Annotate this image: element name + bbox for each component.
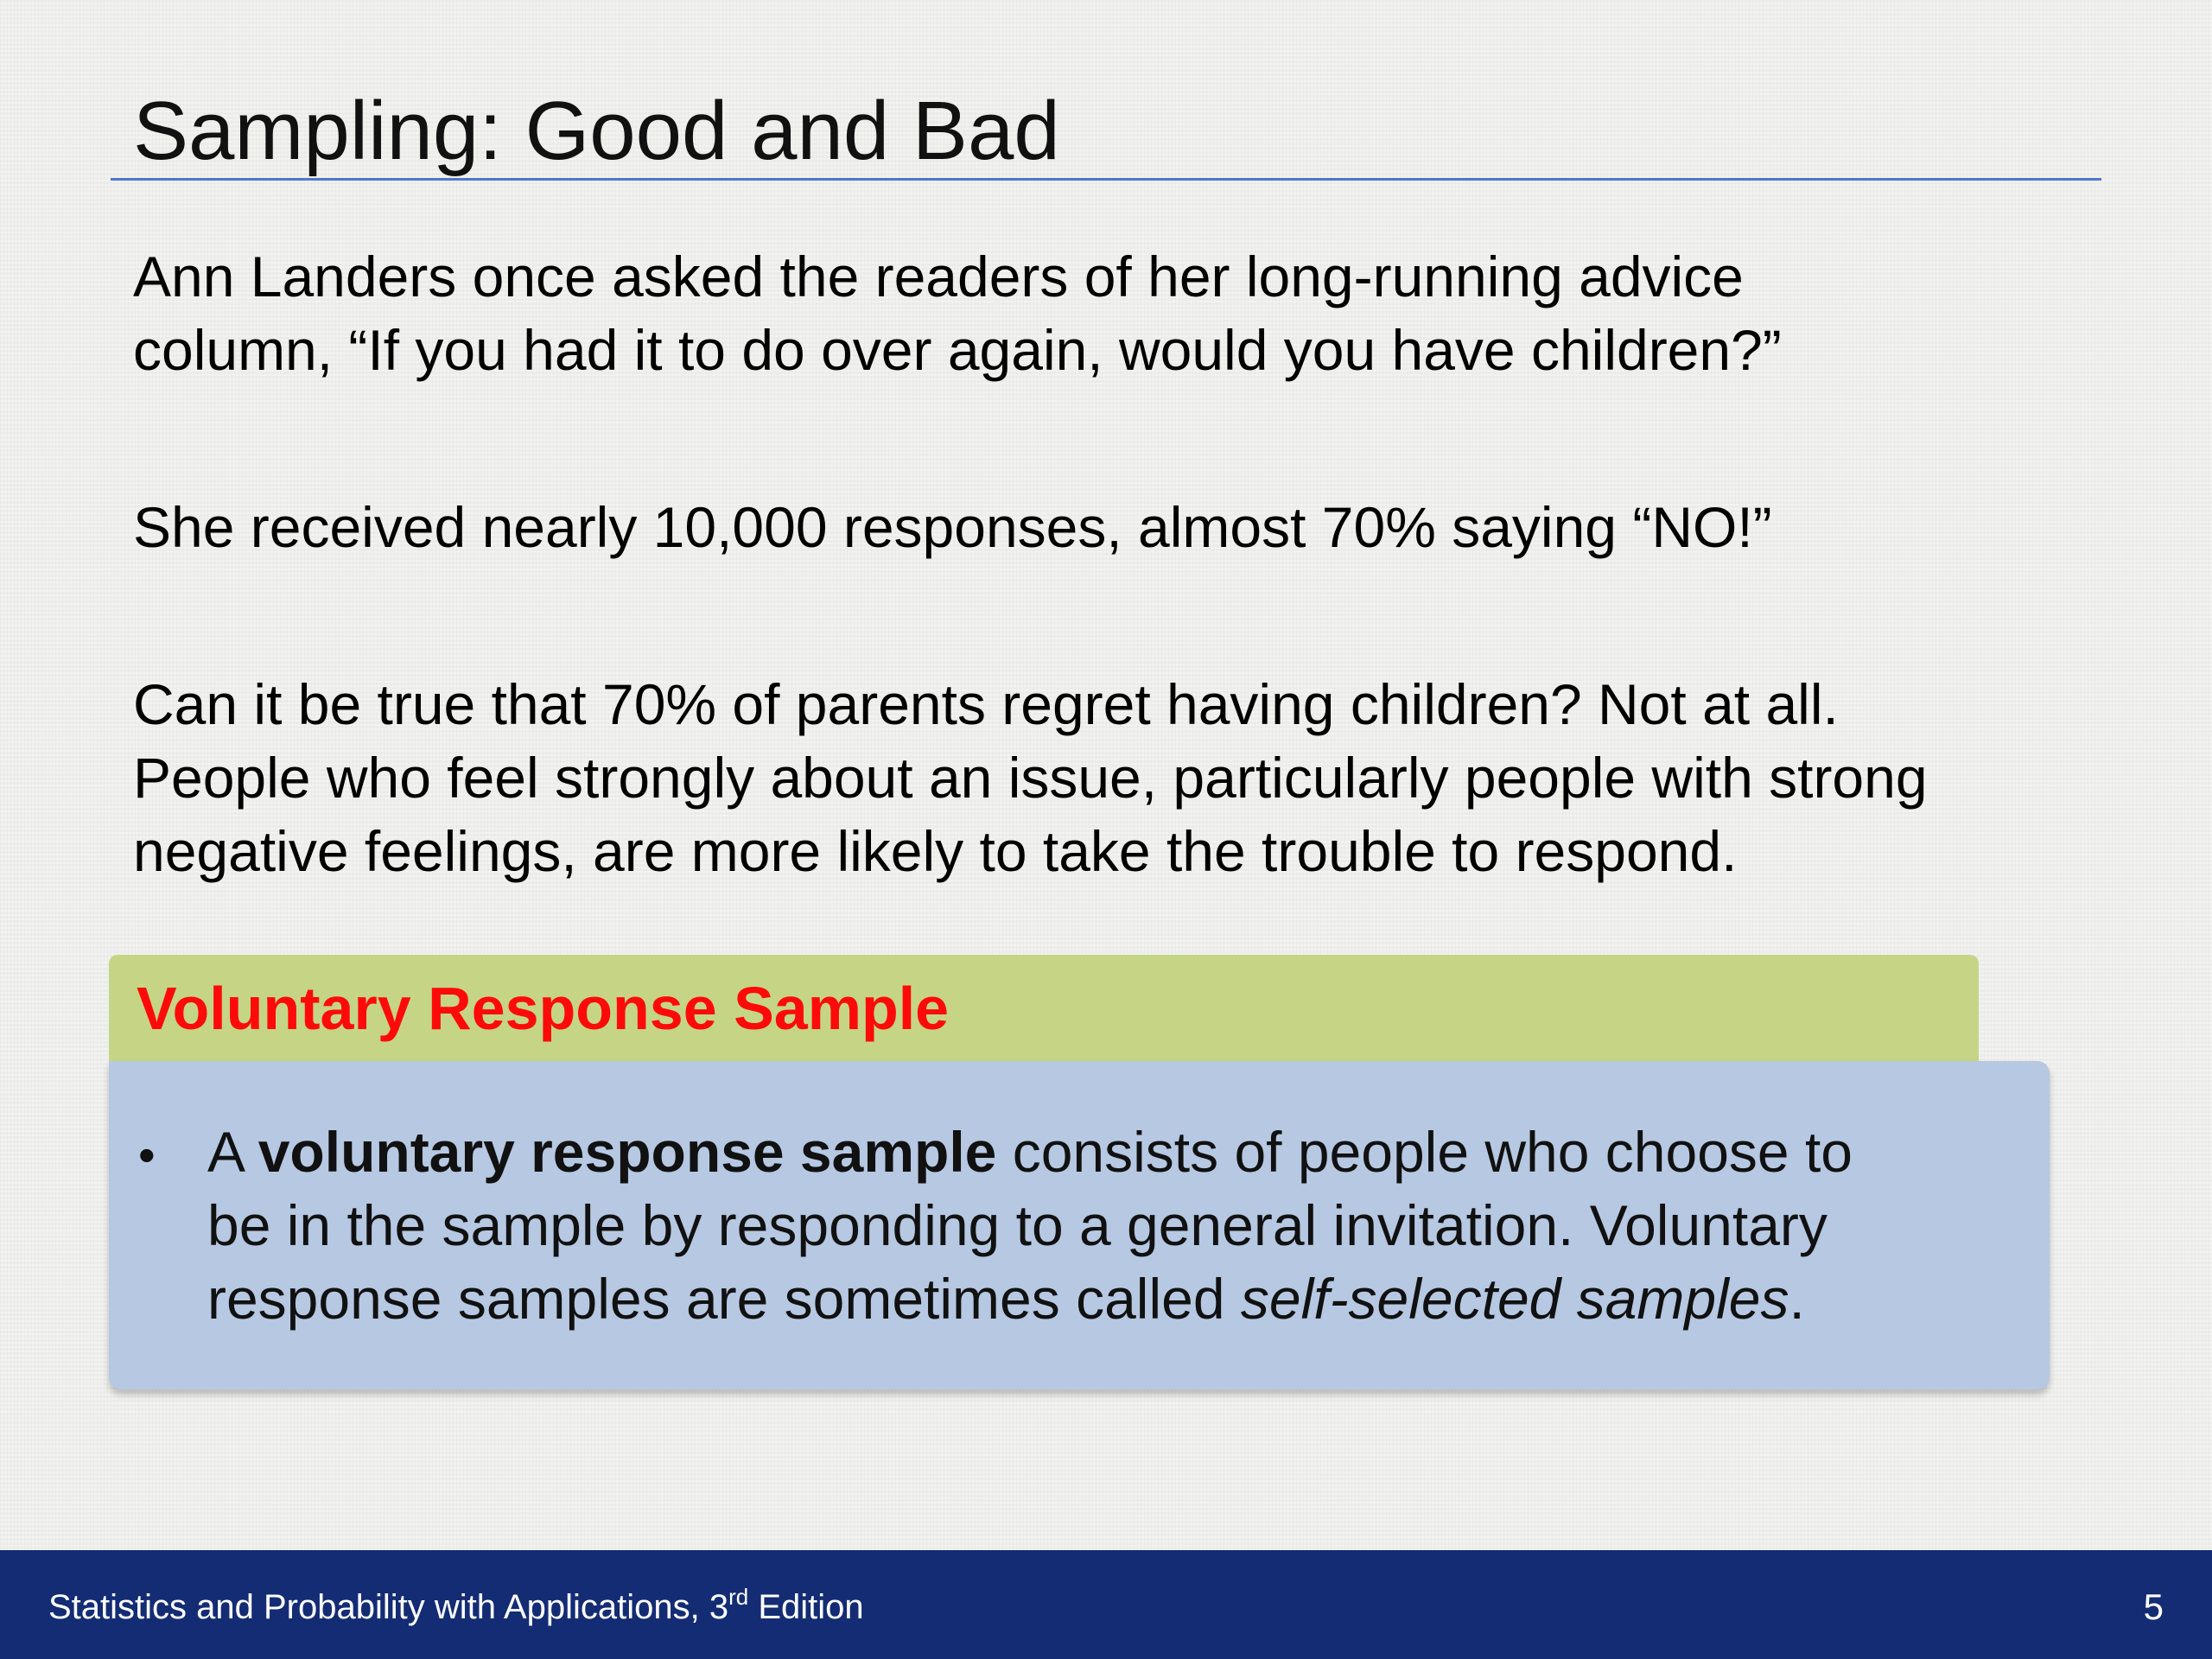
definition-prefix: response samples are sometimes called: [207, 1267, 1241, 1331]
paragraph-line: column, “If you had it to do over again, would you have children?”: [133, 318, 1782, 382]
definition-period: .: [1789, 1267, 1805, 1331]
paragraph-explanation: [133, 668, 1928, 888]
edition-superscript: rd: [728, 1583, 749, 1610]
paragraph-ann-landers-question: [133, 240, 1782, 387]
footer-bar: [0, 1550, 2212, 1659]
definition-line: [207, 1262, 1853, 1336]
alternate-term: self-selected samples: [1240, 1267, 1789, 1331]
slide-title: Sampling: Good and Bad: [133, 85, 1060, 177]
paragraph-line: negative feelings, are more likely to take the trouble to respond.: [133, 819, 1738, 883]
page-number: 5: [2143, 1586, 2164, 1627]
definition-prefix: A: [207, 1120, 258, 1184]
paragraph-responses: [133, 491, 1772, 564]
definition-box-body: [109, 1061, 2050, 1389]
definition-line: [207, 1116, 1853, 1189]
book-title-prefix: Statistics and Probability with Applications, 3: [48, 1588, 729, 1626]
paragraph-line: Ann Landers once asked the readers of her long-running advice: [133, 245, 1744, 308]
footer-book-title: [48, 1583, 864, 1628]
title-underline: [111, 178, 2101, 181]
definition-box-header: [109, 955, 1979, 1062]
definition-text: [207, 1116, 1853, 1336]
paragraph-line: She received nearly 10,000 responses, almost 70% saying “NO!”: [133, 495, 1772, 559]
bullet-point: •: [138, 1128, 156, 1182]
definition-continuation: consists of people who choose to: [996, 1120, 1853, 1184]
paragraph-line: People who feel strongly about an issue, particularly people with strong: [133, 746, 1928, 810]
defined-term: voluntary response sample: [257, 1120, 997, 1184]
book-title-suffix: Edition: [748, 1588, 864, 1626]
definition-box-title: Voluntary Response Sample: [137, 975, 950, 1042]
paragraph-line: Can it be true that 70% of parents regret having children? Not at all.: [133, 672, 1839, 736]
definition-line: be in the sample by responding to a general invitation. Voluntary: [207, 1193, 1827, 1257]
